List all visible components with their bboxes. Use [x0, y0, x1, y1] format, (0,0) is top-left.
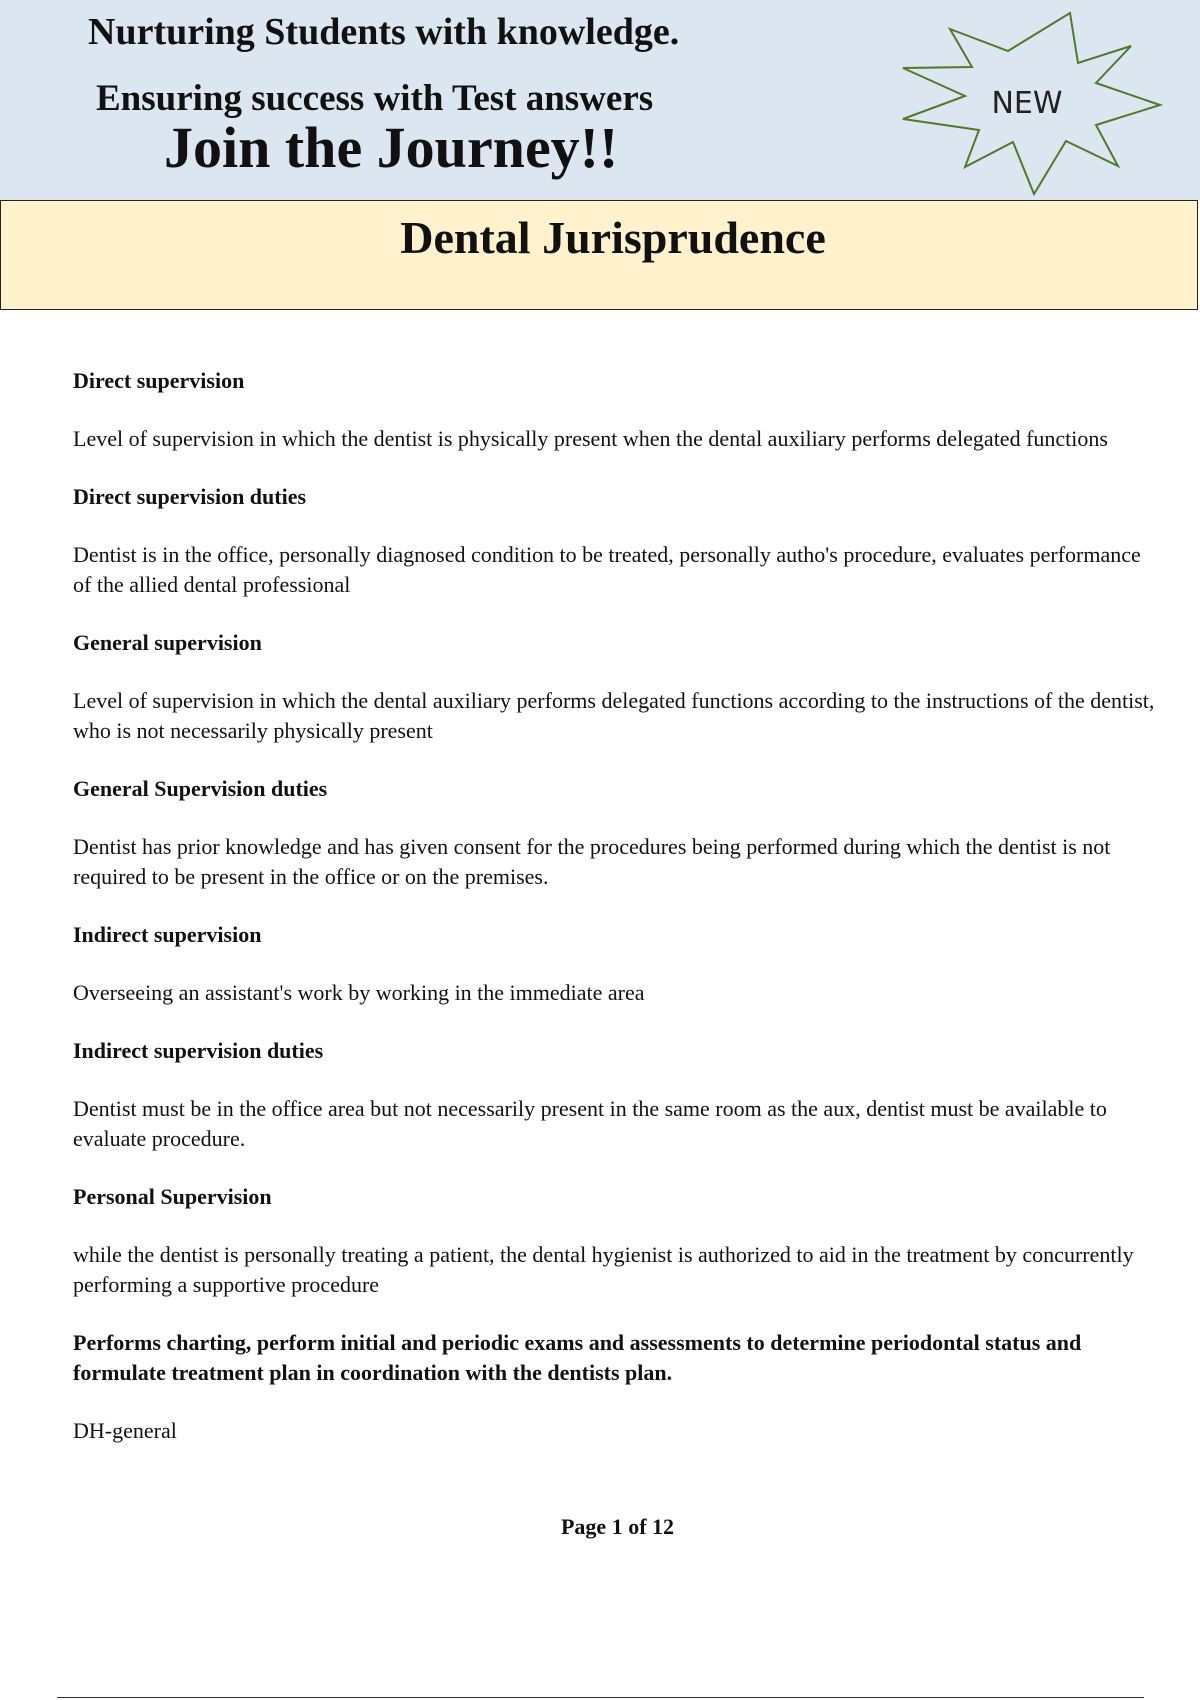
term-heading: Direct supervision duties: [73, 484, 307, 509]
term-heading: Indirect supervision: [73, 922, 262, 947]
footer-divider: [57, 1697, 1144, 1698]
glossary-content: [73, 366, 1163, 1474]
banner-headline-2: Ensuring success with Test answers: [96, 78, 654, 119]
document-title: Dental Jurisprudence: [400, 212, 826, 263]
term-definition: Level of supervision in which the dental auxiliary performs delegated functions according to the instructions of the dentist, who is not necessarily physically present: [73, 688, 1155, 743]
term-heading: Personal Supervision: [73, 1184, 272, 1209]
term-definition: while the dentist is personally treating a patient, the dental hygienist is authorized to aid in the treatment by concurrently performing a supportive procedure: [73, 1242, 1134, 1297]
term-heading: Direct supervision: [73, 368, 245, 393]
term-heading: General supervision: [73, 630, 262, 655]
term-heading: Performs charting, perform initial and periodic exams and assessments to determine periodontal status and formulate treatment plan in coordination with the dentists plan.: [73, 1330, 1082, 1385]
document-title-box: [0, 200, 1198, 310]
new-badge: [895, 8, 1165, 198]
term-definition: Dentist has prior knowledge and has given consent for the procedures being performed during which the dentist is not required to be present in the office or on the premises.: [73, 834, 1111, 889]
page-number: Page 1 of 12: [560, 1514, 675, 1539]
promo-banner: [0, 0, 1200, 200]
new-badge-label: NEW: [991, 86, 1063, 121]
term-definition: Level of supervision in which the dentist is physically present when the dental auxiliary performs delegated functions: [73, 426, 1108, 451]
banner-headline-3: Join the Journey!!: [164, 115, 619, 180]
term-definition: Dentist is in the office, personally diagnosed condition to be treated, personally autho's procedure, evaluates performance of the allied dental professional: [73, 542, 1141, 597]
term-heading: Indirect supervision duties: [73, 1038, 324, 1063]
term-heading: General Supervision duties: [73, 776, 328, 801]
term-definition: DH-general: [73, 1418, 177, 1443]
term-definition: Overseeing an assistant's work by working in the immediate area: [73, 980, 645, 1005]
banner-headline-1: Nurturing Students with knowledge.: [88, 11, 680, 53]
term-definition: Dentist must be in the office area but not necessarily present in the same room as the aux, dentist must be available to evaluate procedure.: [73, 1096, 1107, 1151]
